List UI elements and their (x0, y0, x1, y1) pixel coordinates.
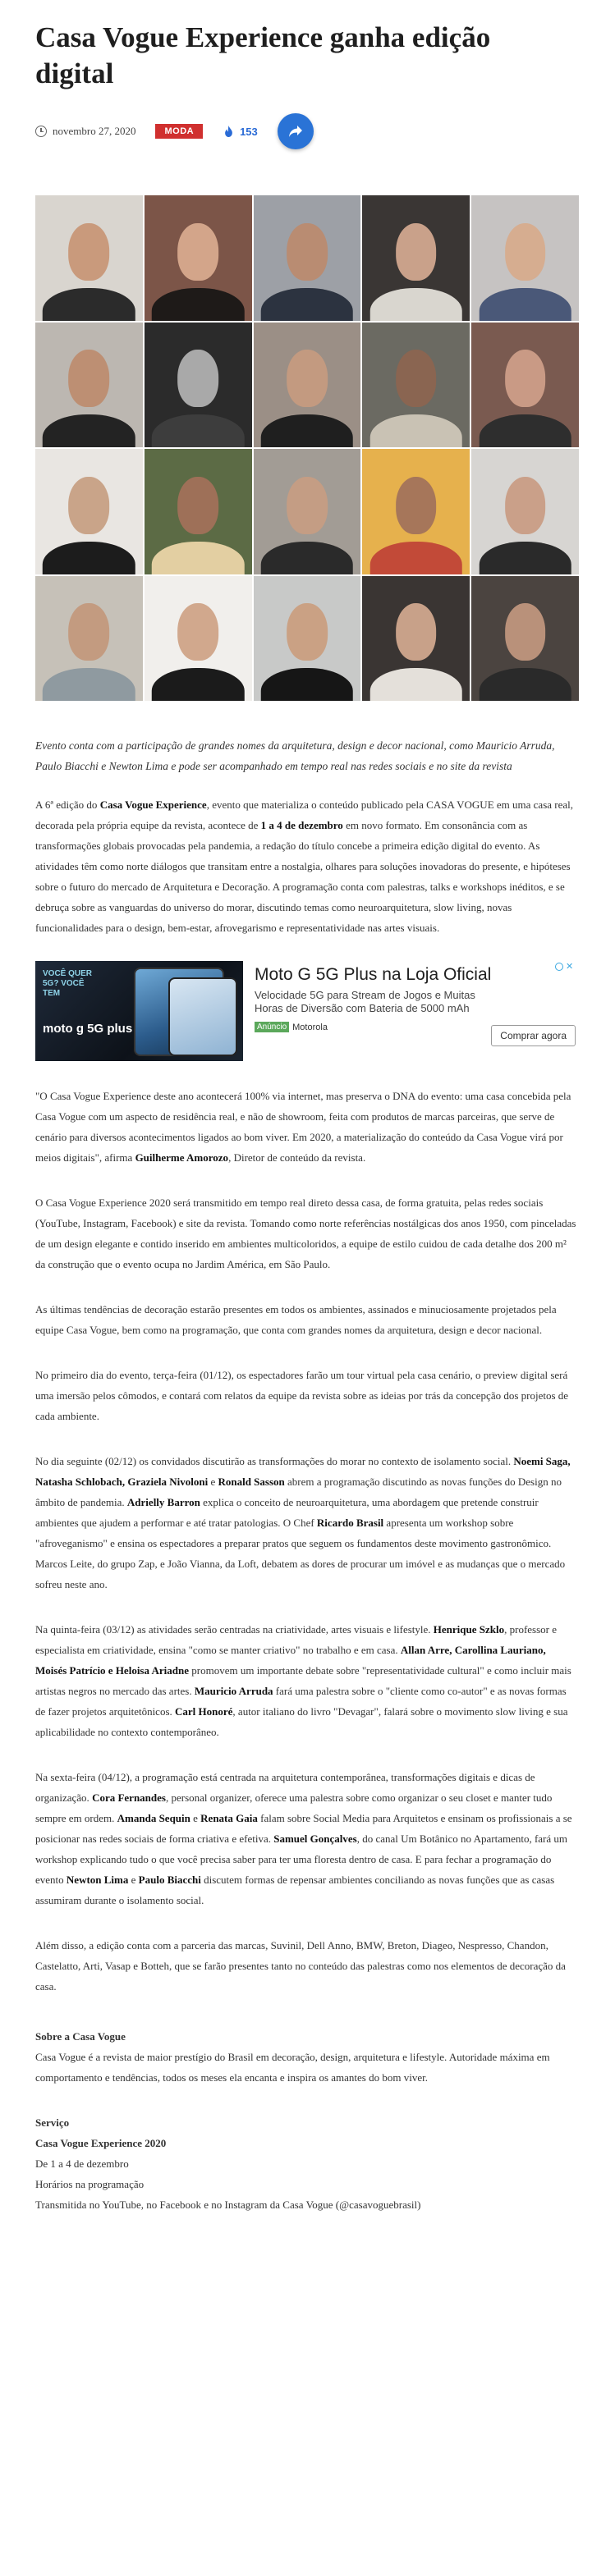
portrait-head (287, 477, 328, 534)
portrait-photo (254, 576, 361, 702)
portrait-body (152, 288, 244, 321)
portrait-body (152, 668, 244, 701)
portrait-photo (35, 576, 143, 702)
paragraph-8: Na sexta-feira (04/12), a programação está centrada na arquitetura contemporânea, transformações digitais e dicas de organização. Cora Fernandes, personal organizer, oferece uma palestra sobre como organizar o seu closet e manter tudo sempre em ordem. Amanda Sequin e Renata Gaia falam sobre Social Media para Arquitetos e ensinam os profissionais a se posicionar nas redes sociais de forma criativa e efetiva. Samuel Gonçalves, do canal Um Botânico no Apartamento, fará um workshop explicando tudo o que você precisa saber para ter uma floresta dentro de casa. E para fechar a programação do evento Newton Lima e Paulo Biacchi discutem formas de repensar ambientes conciliando as novas funções que as casas assumiram durante o isolamento social. (35, 1771, 572, 1906)
portrait-photo (362, 576, 470, 702)
portrait-body (370, 668, 462, 701)
service-schedule: Horários na programação (35, 2178, 145, 2190)
portrait-body (479, 414, 571, 447)
portrait-photo (35, 449, 143, 574)
date-text: novembro 27, 2020 (53, 125, 136, 137)
service-heading: Serviço (35, 2116, 70, 2129)
portrait-body (152, 542, 244, 574)
portrait-photo (471, 323, 579, 448)
featured-image-mosaic (35, 195, 579, 701)
image-caption: Evento conta com a participação de grandes nomes da arquitetura, design e decor nacional, como Mauricio Arruda, Paulo Biacchi e Newton Lima e pode ser acompanhado em tempo real nas redes sociais e no site da revista (35, 739, 555, 772)
portrait-photo (362, 195, 470, 321)
advertisement[interactable] (35, 961, 579, 1061)
portrait-body (370, 414, 462, 447)
ad-description: Velocidade 5G para Stream de Jogos e Muitas Horas de Diversão com Bateria de 5000 mAh (255, 989, 475, 1014)
ad-content (243, 961, 579, 1061)
ad-info-icon[interactable] (555, 963, 563, 971)
service-where: Transmitida no YouTube, no Facebook e no Instagram da Casa Vogue (@casavoguebrasil) (35, 2199, 421, 2211)
article-meta (35, 112, 580, 151)
about-text: Casa Vogue é a revista de maior prestígio do Brasil em decoração, design, arquitetura e lifestyle. Autoridade máxima em comportamento e tendências, todos os meses ela encanta e inspira os amantes do bom viver. (35, 2051, 550, 2084)
portrait-body (43, 542, 135, 574)
portrait-body (370, 288, 462, 321)
portrait-body (43, 288, 135, 321)
ad-buy-button[interactable]: Comprar agora (491, 1025, 576, 1046)
portrait-body (152, 414, 244, 447)
portrait-body (261, 668, 353, 701)
portrait-photo (145, 323, 252, 448)
portrait-photo (145, 449, 252, 574)
service-dates: De 1 a 4 de dezembro (35, 2157, 129, 2170)
portrait-body (479, 668, 571, 701)
portrait-photo (471, 449, 579, 574)
ad-image-brand: moto g 5G plus (43, 1022, 133, 1036)
ad-advertiser: Motorola (292, 1022, 328, 1032)
paragraph-6: No dia seguinte (02/12) os convidados discutirão as transformações do morar no contexto de isolamento social. Noemi Saga, Natasha Schlobach, Graziela Nivoloni e Ronald Sasson abrem a programação discutindo as novas funções do Design no âmbito de pandemia. Adrielly Barron explica o conceito de neuroarquitetura, uma abordagem que pretende construir ambientes que ajudem a performar e até tratar patologias. O Chef Ricardo Brasil apresenta um workshop sobre "afroveganismo" e ensina os espectadores a preparar pratos que seguem os fundamentos deste movimento gastronômico. Marcos Leite, do grupo Zap, e João Vianna, da Loft, debatem as dores de procurar um imóvel e as mudanças que o mercado sofreu neste ano. (35, 1455, 571, 1590)
paragraph-5: No primeiro dia do evento, terça-feira (01/12), os espectadores farão um tour virtual pela casa cenário, o preview digital será uma imersão pelos cômodos, e contará com relatos da equipe da revista sobre as ideias por trás da concepção dos projetos de cada ambiente. (35, 1369, 569, 1422)
phone-graphic-front (168, 977, 237, 1056)
share-icon (288, 125, 303, 138)
paragraph-1: A 6ª edição do Casa Vogue Experience, evento que materializa o conteúdo publicado pela CASA VOGUE em uma casa real, decorada pela própria equipe da revista, acontece de 1 a 4 de dezembro em novo formato. Em consonância com as transformações globais provocadas pela pandemia, a redação do título concebe a primeira edição digital do evento. As atividades têm como norte diálogos que transitam entre a nostalgia, olhares para soluções inovadoras do presente, e hipóteses sobre o futuro do mercado de Arquitetura e Decoração. A programação conta com palestras, talks e workshops inéditos, e se debruça sobre as vanguardas do universo do morar, discutindo temas como neuroarquitetura, slow living, novas funcionalidades para o design, bem-estar, afrovegarismo e representatividade nas artes visuais. (35, 798, 573, 934)
portrait-body (479, 288, 571, 321)
ad-label: Anúncio (255, 1022, 289, 1032)
portrait-photo (254, 195, 361, 321)
portrait-head (69, 603, 110, 661)
portrait-photo (362, 449, 470, 574)
portrait-head (396, 603, 437, 661)
portrait-photo (471, 195, 579, 321)
share-button[interactable] (278, 113, 314, 149)
portrait-head (287, 603, 328, 661)
category-badge[interactable]: MODA (155, 124, 203, 139)
portrait-head (177, 223, 218, 281)
article-title: Casa Vogue Experience ganha edição digital (35, 21, 491, 89)
ad-image-headline: VOCÊ QUER 5G? VOCÊ TEM (43, 969, 93, 998)
portrait-head (287, 350, 328, 407)
portrait-photo (254, 449, 361, 574)
portrait-head (396, 223, 437, 281)
portrait-photo (145, 576, 252, 702)
fire-icon (224, 126, 233, 137)
portrait-head (69, 350, 110, 407)
view-count-value: 153 (240, 125, 258, 138)
close-icon[interactable]: ✕ (566, 962, 574, 972)
paragraph-9: Além disso, a edição conta com a parceria das marcas, Suvinil, Dell Anno, BMW, Breton, Diageo, Nespresso, Chandon, Castelatto, Arti, Vasap e Botteh, que se farão presentes tanto no conteúdo das palestras como nos elementos de decoração da casa. (35, 1939, 566, 1993)
portrait-photo (471, 576, 579, 702)
portrait-body (479, 542, 571, 574)
portrait-body (261, 414, 353, 447)
portrait-head (505, 223, 546, 281)
portrait-head (177, 350, 218, 407)
portrait-photo (362, 323, 470, 448)
portrait-head (287, 223, 328, 281)
portrait-head (69, 223, 110, 281)
portrait-photo (145, 195, 252, 321)
portrait-head (505, 477, 546, 534)
portrait-head (177, 603, 218, 661)
portrait-body (261, 542, 353, 574)
portrait-head (505, 603, 546, 661)
ad-image[interactable] (35, 961, 243, 1061)
portrait-photo (35, 195, 143, 321)
portrait-head (505, 350, 546, 407)
view-count (224, 126, 258, 138)
portrait-body (261, 288, 353, 321)
paragraph-2: "O Casa Vogue Experience deste ano acontecerá 100% via internet, mas preserva o DNA do evento: uma casa concebida pela Casa Vogue com um aspecto de residência real, e não de showroom, feita com produtos de marcas parceiras, que serve de cenário para diversos acontecimentos ligados ao bom viver. Em 2020, a materialização do conteúdo da Casa Vogue virá por meios digitais", afirma Guilherme Amorozo, Diretor de conteúdo da revista. (35, 1090, 571, 1164)
article-date (35, 125, 135, 138)
clock-icon (35, 126, 47, 137)
ad-choices[interactable] (555, 963, 574, 971)
portrait-body (43, 668, 135, 701)
service-name: Casa Vogue Experience 2020 (35, 2137, 167, 2149)
portrait-photo (35, 323, 143, 448)
portrait-head (396, 477, 437, 534)
portrait-photo (254, 323, 361, 448)
portrait-body (370, 542, 462, 574)
portrait-head (396, 350, 437, 407)
paragraph-7: Na quinta-feira (03/12) as atividades serão centradas na criatividade, artes visuais e lifestyle. Henrique Szklo, professor e especialista em criatividade, ensina "como se manter criativo" no trabalho e em casa. Allan Arre, Carollina Lauriano, Moisés Patrício e Heloisa Ariadne promovem um importante debate sobre "representatividade cultural" e como incluir mais artistas negros no mercado das artes. Mauricio Arruda fará uma palestra sobre o "cliente como co-autor" e as novas formas de fazer projetos arquitetônicos. Carl Honoré, autor italiano do livro "Devagar", falará sobre o movimento slow living e sua aplicabilidade no contexto contemporâneo. (35, 1623, 571, 1738)
paragraph-3: O Casa Vogue Experience 2020 será transmitido em tempo real direto dessa casa, de forma gratuita, pelas redes sociais (YouTube, Instagram, Facebook) e site da revista. Tomando como norte referências nostálgicas dos anos 1950, com pinceladas de um design elegante e contido inserido em ambientes multicoloridos, a equipe de estilo cuidou de cada detalhe dos 200 m² da construção que o evento ocupa no Jardim América, em São Paulo. (35, 1196, 576, 1270)
portrait-body (43, 414, 135, 447)
portrait-head (177, 477, 218, 534)
portrait-head (69, 477, 110, 534)
paragraph-4: As últimas tendências de decoração estarão presentes em todos os ambientes, assinados e minuciosamente projetados pela equipe Casa Vogue, bem como na programação, que conta com grandes nomes da arquitetura, design e decor nacional. (35, 1303, 557, 1336)
ad-title[interactable]: Moto G 5G Plus na Loja Oficial (255, 965, 492, 984)
about-heading: Sobre a Casa Vogue (35, 2030, 126, 2043)
